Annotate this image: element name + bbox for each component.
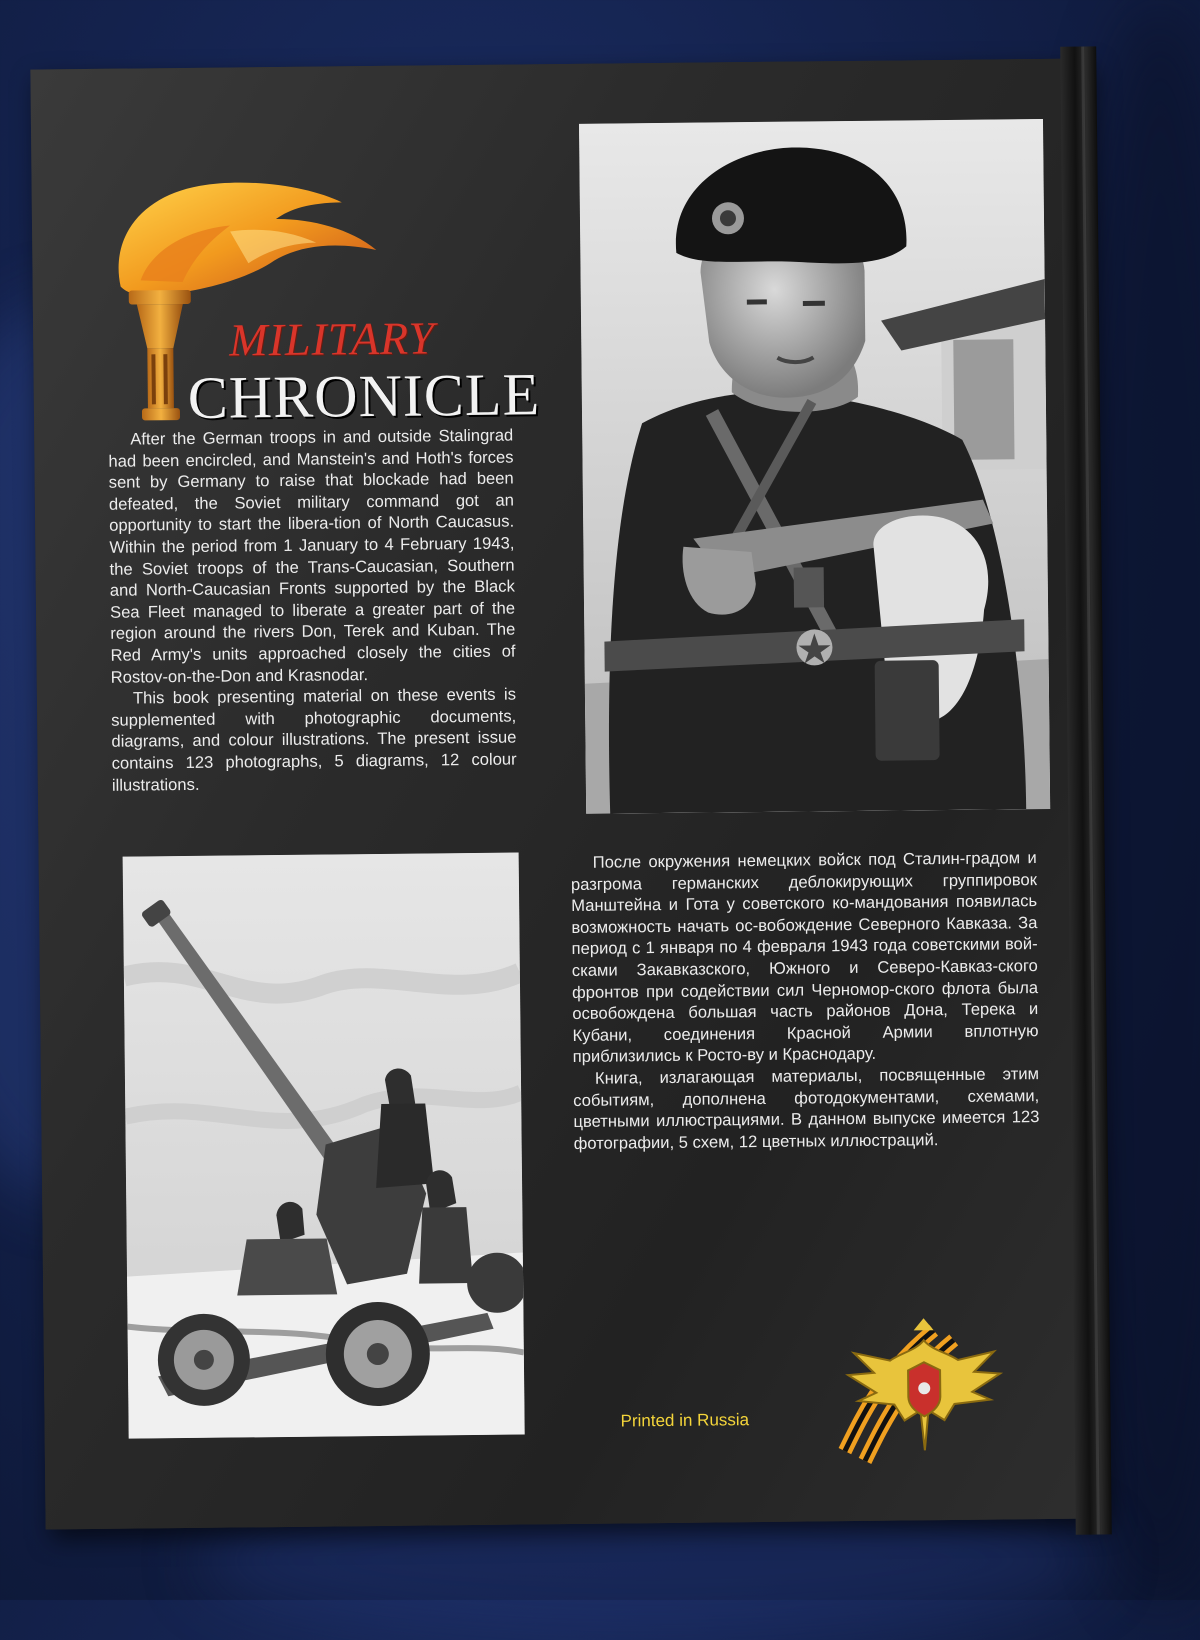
russian-description: [571, 847, 1040, 1154]
anti-aircraft-gun-photo-image: [123, 853, 525, 1439]
book-back-cover: [30, 59, 1103, 1530]
military-chronicle-logo: [79, 165, 541, 439]
logo-chronicle-text: CHRONICLE: [187, 361, 541, 431]
english-paragraph: After the German troops in and outside Stalingrad had been encircled, and Manstein's and Hoth's forces sent by Germany to raise that blockade had been defeated, the Soviet military command got an opportunity to start the libera-tion of North Caucasus. Within the period from 1 January to 4 February 1943, the Soviet troops of the Trans-Caucasian, Southern and North-Caucasian Fronts supported by the Black Sea Fleet managed to liberate a greater part of the region around the rivers Don, Terek and Kuban. The Red Army's units approached closely the cities of Rostov-on-the-Don and Krasnodar.: [108, 425, 516, 687]
soldier-photo-image: [579, 119, 1050, 814]
anti-aircraft-gun-photo: [123, 853, 525, 1439]
logo-military-text: MILITARY: [228, 312, 436, 366]
russian-paragraph: Книга, излагающая материалы, посвященные этим событиям, дополнена фотодокументами, схемами, цветными иллюстрациями. В данном выпуске имеется 123 фотографии, 5 схем, 12 цветных иллюстраций.: [573, 1064, 1040, 1153]
double-headed-eagle-emblem-icon: [823, 1299, 1025, 1471]
english-description: [108, 425, 517, 796]
english-paragraph: This book presenting material on these events is supplemented with photographic documents, diagrams, and colour illustrations. The present issue contains 123 photographs, 5 diagrams, 12 colour illustrations.: [111, 684, 517, 795]
russian-paragraph: После окружения немецких войск под Сталин-градом и разгрома германских деблокирующих группировок Манштейна и Гота у советского ко-мандования появилась возможность начать ос-вобождение Северного Кавказа. За период с 1 января по 4 февраля 1943 года советскими вой-сками Закавказского, Южного и Северо-Кавказ-ского фронтов при содействии сил Черномор-ского флота была освобождена большая часть районов Дона, Терека и Кубани, соединения Красной Армии вплотную приблизились к Росто-ву и Краснодару.: [570, 848, 1039, 1067]
soldier-photo: [579, 119, 1050, 814]
printed-in-label: Printed in Russia: [620, 1410, 750, 1431]
